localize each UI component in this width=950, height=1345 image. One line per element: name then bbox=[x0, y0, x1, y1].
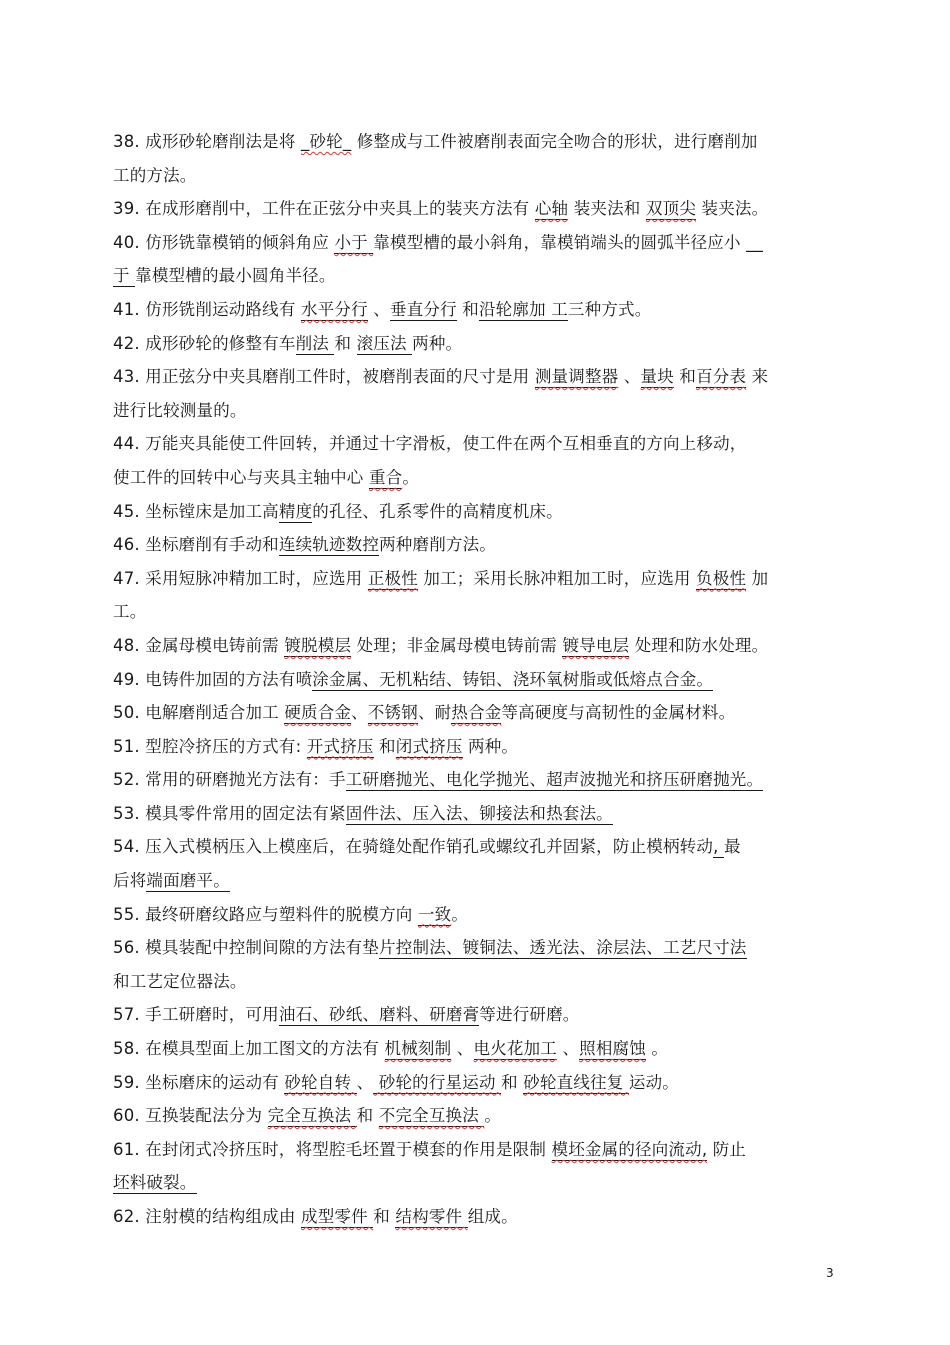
question-42: 42. 成形砂轮的修整有车削法 和 滚压法 两种。 bbox=[113, 333, 463, 353]
question-53: 53. 模具零件常用的固定法有紧固件法、压入法、铆接法和热套法。 bbox=[113, 803, 613, 823]
question-40-continued: 于 靠模型槽的最小圆角半径。 bbox=[113, 266, 336, 286]
question-51: 51. 型腔冷挤压的方式有: 开式挤压 和闭式挤压 两种。 bbox=[113, 736, 519, 756]
question-38: 38. 成形砂轮磨削法是将 _砂轮_ 修整成与工件被磨削表面完全吻合的形状，进行磨削加 bbox=[113, 132, 758, 151]
question-40: 40. 仿形铣靠模销的倾斜角应 小于 靠模型槽的最小斜角，靠模销端头的圆弧半径应小 __ bbox=[113, 232, 764, 252]
question-48: 48. 金属母模电铸前需 镀脱模层 处理；非金属母模电铸前需 镀导电层 处理和防水处理。 bbox=[113, 635, 769, 655]
question-62: 62. 注射模的结构组成由 成型零件 和 结构零件 组成。 bbox=[113, 1207, 518, 1226]
answer-blank: 闭式挤压 bbox=[395, 736, 463, 756]
answer-blank: 砂轮自转 bbox=[284, 1072, 357, 1092]
page-number: 3 bbox=[826, 1266, 834, 1280]
answer-blank: 垂直分行 bbox=[390, 299, 457, 319]
answer-blank: 不锈钢 bbox=[367, 703, 418, 723]
question-56-continued: 和工艺定位器法。 bbox=[113, 971, 247, 991]
answer-blank: 一致 bbox=[417, 904, 452, 924]
question-60: 60. 互换装配法分为 完全互换法 和 不完全互换法 。 bbox=[113, 1106, 502, 1126]
answer-blank: 坯料破裂。 bbox=[113, 1173, 197, 1193]
answer-blank: 硬质合金 bbox=[284, 703, 352, 723]
question-38-continued: 工的方法。 bbox=[113, 165, 197, 185]
question-52: 52. 常用的研磨抛光方法有：手工研磨抛光、电化学抛光、超声波抛光和挤压研磨抛光。 bbox=[113, 770, 764, 790]
question-47-continued: 工。 bbox=[113, 602, 147, 622]
question-59: 59. 坐标磨床的运动有 砂轮自转 、 砂轮的行星运动 和 砂轮直线往复 运动。 bbox=[113, 1072, 680, 1092]
question-61-continued bbox=[113, 1166, 840, 1200]
question-39: 39. 在成形磨削中，工件在正弦分中夹具上的装夹方法有 心轴 装夹法和 双顶尖 装夹法。 bbox=[113, 199, 769, 219]
question-61: 61. 在封闭式冷挤压时，将型腔毛坯置于模套的作用是限制 模坯金属的径向流动, 防止 bbox=[113, 1139, 747, 1159]
answer-blank: 心轴 bbox=[534, 199, 569, 219]
question-54-continued: 后将端面磨平。 bbox=[113, 871, 230, 891]
answer-blank: 端面磨平。 bbox=[146, 871, 230, 891]
answer-blank: 于 bbox=[113, 266, 136, 286]
question-47: 47. 采用短脉冲精加工时，应选用 正极性 加工；采用长脉冲粗加工时，应选用 负极性 加 bbox=[113, 568, 769, 588]
question-46: 46. 坐标磨削有手动和连续轨迹数控两种磨削方法。 bbox=[113, 535, 496, 555]
answer-blank: 固件法、压入法、铆接法和热套法。 bbox=[345, 803, 613, 823]
answer-blank: 成型零件 bbox=[301, 1207, 374, 1226]
answer-blank: 测量调整器 bbox=[534, 367, 619, 387]
question-44-continued: 使工件的回转中心与夹具主轴中心 重合。 bbox=[113, 467, 420, 487]
answer-blank: 负极性 bbox=[696, 568, 747, 588]
answer-blank: 完全互换法 bbox=[267, 1106, 357, 1126]
answer-blank: 削法 bbox=[295, 333, 335, 353]
answer-blank: 热合金 bbox=[451, 703, 502, 723]
answer-blank: 量块 bbox=[640, 367, 674, 387]
answer-blank: 工研磨抛光、电化学抛光、超声波抛光和挤压研磨抛光。 bbox=[345, 770, 764, 790]
answer-blank: 片控制法、镀铜法、透光法、涂层法、工艺尺寸法 bbox=[379, 938, 747, 958]
answer-blank: 结构零件 bbox=[395, 1207, 468, 1226]
answer-blank: 开式挤压 bbox=[306, 736, 374, 756]
question-list bbox=[113, 125, 840, 1234]
question-45: 45. 坐标镗床是加工高精度的孔径、孔系零件的高精度机床。 bbox=[113, 501, 563, 521]
question-56: 56. 模具装配中控制间隙的方法有垫片控制法、镀铜法、透光法、涂层法、工艺尺寸法 bbox=[113, 938, 747, 958]
answer-blank: 机械刻制 bbox=[384, 1039, 452, 1059]
answer-blank: 连续轨迹数控 bbox=[278, 535, 380, 555]
question-41: 41. 仿形铣削运动路线有 水平分行 、垂直分行 和沿轮廓加 工三种方式。 bbox=[113, 299, 652, 319]
answer-blank: 油石、砂纸、磨料、研磨膏 bbox=[278, 1005, 480, 1025]
question-58: 58. 在模具型面上加工图文的方法有 机械刻制 、电火花加工 、照相腐蚀 。 bbox=[113, 1039, 669, 1059]
question-49: 49. 电铸件加固的方法有喷涂金属、无机粘结、铸铝、浇环氧树脂或低熔点合金。 bbox=[113, 669, 714, 689]
question-44: 44. 万能夹具能使工件回转，并通过十字滑板，使工件在两个互相垂直的方向上移动， bbox=[113, 434, 747, 454]
answer-blank: 滚压法 bbox=[356, 333, 413, 353]
answer-blank: 模坯金属的径向流动, bbox=[551, 1139, 708, 1159]
answer-blank: 涂金属、无机粘结、铸铝、浇环氧树脂或低熔点合金。 bbox=[312, 669, 714, 689]
answer-blank: 重合 bbox=[368, 467, 403, 487]
answer-blank: 砂轮直线往复 bbox=[523, 1072, 629, 1092]
answer-blank: 镀导电层 bbox=[562, 635, 630, 655]
answer-blank: 电火花加工 bbox=[473, 1039, 557, 1059]
answer-blank: 双顶尖 bbox=[645, 199, 697, 219]
answer-blank: 照相腐蚀 bbox=[579, 1039, 646, 1059]
answer-blank: _砂轮_ bbox=[301, 132, 352, 151]
answer-blank: 精度 bbox=[278, 501, 313, 521]
answer-blank: 百分表 bbox=[696, 367, 747, 387]
question-50: 50. 电解磨削适合加工 硬质合金、不锈钢、耐热合金等高硬度与高韧性的金属材料。 bbox=[113, 703, 736, 723]
question-54: 54. 压入式模柄压入上模座后，在骑缝处配作销孔或螺纹孔并固紧，防止模柄转动, 最 bbox=[113, 837, 741, 857]
answer-blank: 不完全互换法 bbox=[378, 1106, 485, 1126]
question-43: 43. 用正弦分中夹具磨削工件时，被磨削表面的尺寸是用 测量调整器 、量块 和百分表 来 bbox=[113, 367, 769, 387]
answer-blank: , bbox=[713, 837, 724, 857]
answer-blank: 砂轮的行星运动 bbox=[373, 1072, 502, 1092]
answer-blank: 正极性 bbox=[367, 568, 418, 588]
answer-blank: 水平分行 bbox=[301, 299, 368, 319]
answer-blank: 小于 bbox=[334, 232, 374, 252]
question-43-continued: 进行比较测量的。 bbox=[113, 400, 247, 420]
answer-blank: 沿轮廓加 工 bbox=[478, 299, 568, 319]
question-57: 57. 手工研磨时，可用油石、砂纸、磨料、研磨膏等进行研磨。 bbox=[113, 1005, 580, 1025]
answer-blank: 镀脱模层 bbox=[284, 635, 352, 655]
question-55: 55. 最终研磨纹路应与塑料件的脱模方向 一致。 bbox=[113, 904, 469, 924]
